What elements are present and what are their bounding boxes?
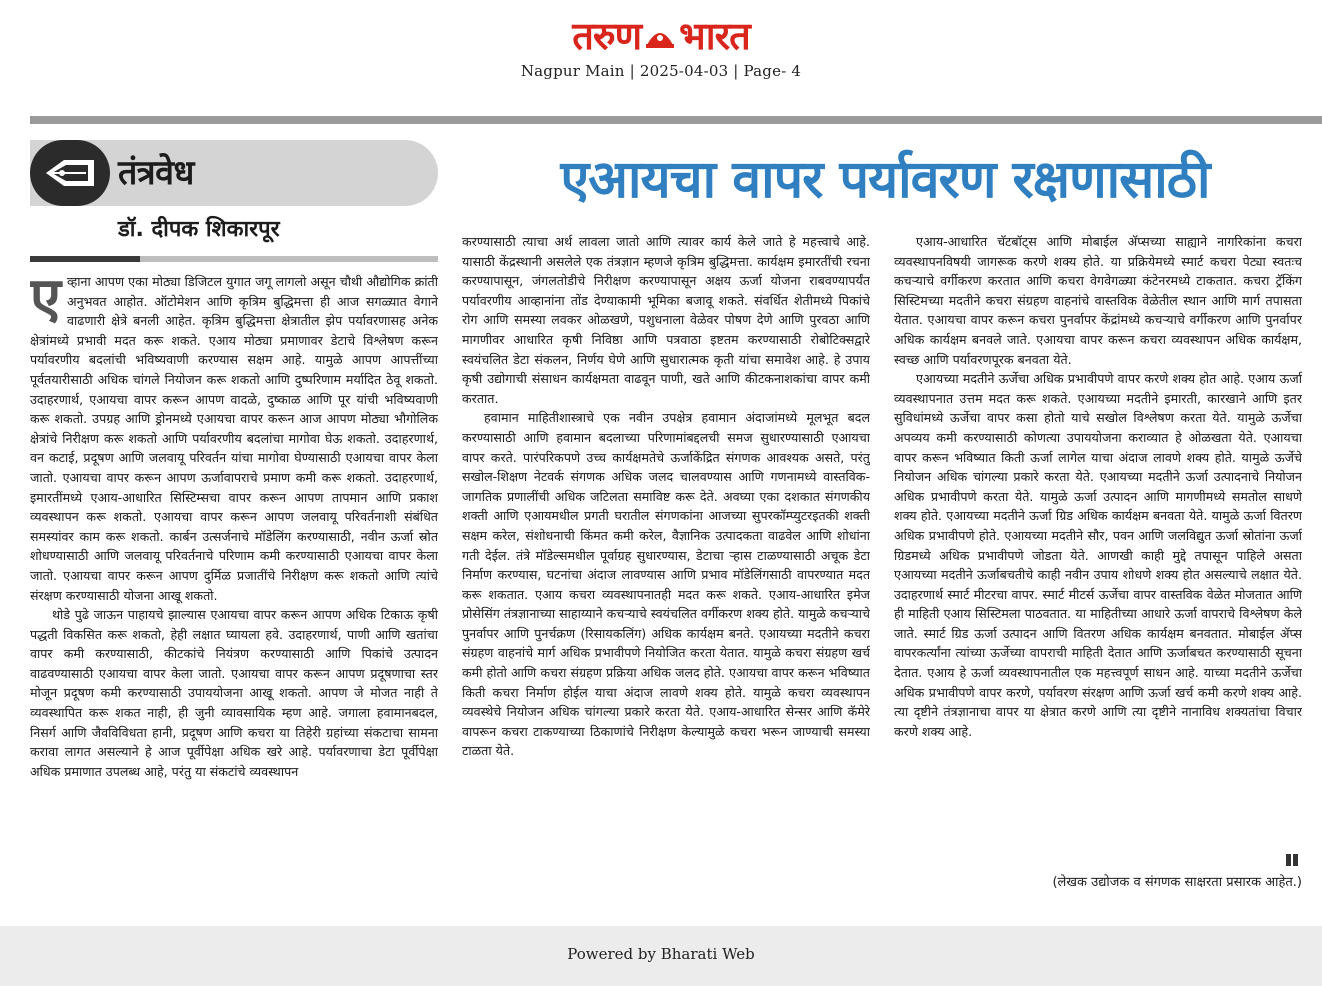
article-column-3 bbox=[894, 232, 1302, 844]
author-name: डॉ. दीपक शिकारपूर bbox=[118, 217, 280, 242]
newspaper-logo[interactable] bbox=[572, 14, 750, 58]
logo-text-left: तरुण bbox=[572, 14, 642, 58]
logo-emblem-icon bbox=[645, 23, 675, 49]
paragraph: थोडे पुढे जाऊन पाहायचे झाल्यास एआयचा वापर करून आपण अधिक टिकाऊ कृषी पद्धती विकसित करू शकतो, हेही लक्षात घ्यायला हवे. उदाहरणार्थ, पाणी आणि खतांचा वापर कमी करण्यासाठी, कीटकांचे नियंत्रण करण्यासाठी आणि पिकांचे उत्पादन वाढवण्यासाठी एआयचा वापर केला जातो. एआयचा वापर करून आपण प्रदूषणाचा स्तर मोजून प्रदूषण कमी करण्यासाठी उपाययोजना आखू शकतो. आपण जे मोजत नाही ते व्यवस्थापित करू शकत नाही, ही जुनी व्यावसायिक म्हण आहे. जगाला हवामानबदल, निसर्ग आणि जैवविविधता हानी, प्रदूषण आणि कचरा या तिहेरी ग्रहांच्या संकटाचा सामना करावा लागत असल्याने हे आज पूर्वीपेक्षा अधिक खरे आहे. पर्यावरणाचा डेटा पूर्वीपेक्षा अधिक प्रमाणात उपलब्ध आहे, परंतु या संकटांचे व्यवस्थापन bbox=[30, 607, 438, 779]
paragraph: करण्यासाठी त्याचा अर्थ लावला जातो आणि त्यावर कार्य केले जाते हे महत्त्वाचे आहे. यासाठी केंद्रस्थानी असलेले एक तंत्रज्ञान म्हणजे कृत्रिम बुद्धिमत्ता. कार्यक्षम इमारतींची रचना करण्यापासून, जंगलतोडीचे निरीक्षण करण्यापासून अक्षय ऊर्जा योजना राबवण्यापर्यंत पर्यावरणीय आव्हानांना तोंड देण्याकामी भूमिका बजावू शकते. संवर्धित शेतीमध्ये पिकांचे रोग आणि समस्या लवकर ओळखणे, पशुधनाला वेळेवर पोषण देणे आणि पुरवठा आणि मागणीवर आधारित कृषी निविष्ठा आणि पत्रवाठा इष्टतम करण्यासाठी रोबोटिक्सद्वारे स्वयंचलित डेटा संकलन, निर्णय घेणे आणि सुधारात्मक कृती यांचा समावेश आहे. हे उपाय कृषी उद्योगाची संसाधन कार्यक्षमता वाढवून पाणी, खते आणि कीटकनाशकांचा वापर कमी करतात. bbox=[462, 234, 870, 406]
article-column-1 bbox=[30, 272, 438, 892]
powered-by-link[interactable]: Powered by Bharati Web bbox=[567, 945, 755, 963]
article-column-2 bbox=[462, 232, 870, 892]
paragraph: हवामान माहितीशास्त्राचे एक नवीन उपक्षेत्र हवामान अंदाजांमध्ये मूलभूत बदल करण्यासाठी आणि हवामान बदलाच्या परिणामांबद्दलची समज सुधारण्यासाठी एआयचा वापर करते. पारंपरिकपणे उच्च कार्यक्षमतेचे ऊर्जाकेंद्रित संगणक आवश्यक असते, परंतु सखोल-शिक्षण नेटवर्क संगणक अधिक जलद चालवण्यास आणि गणनामध्ये वास्तविक-जागतिक प्रणालींची अधिक जटिलता समाविष्ट करू देते. अवघ्या एका दशकात संगणकीय शक्ती आणि एआयमधील प्रगती घरातील संगणकांना आजच्या सुपरकॉम्प्युटरइतकी शक्ती सक्षम करेल, संशोधनाची किंमत कमी करेल, वैज्ञानिक उत्पादकता वाढवेल आणि शोधांना गती देईल. तंत्रे मॉडेल्समधील पूर्वाग्रह सुधारण्यास, डेटाचा ऱ्हास टाळण्यासाठी अचूक डेटा निर्माण करण्यास, घटनांचा अंदाज लावण्यास आणि प्रभाव मॉडेलिंगसाठी वापरण्यात मदत करू शकतात. एआय कचरा व्यवस्थापनातही मदत करू शकते. एआय-आधारित इमेज प्रोसेसिंग तंत्रज्ञानाच्या साहाय्याने कचऱ्याचे स्वयंचलित वर्गीकरण शक्य होते. यामुळे कचऱ्याचे पुनर्वापर आणि पुनर्चक्रण (रिसायकलिंग) अधिक कार्यक्षम बनते. एआयच्या मदतीने कचरा संग्रहण वाहनांचे मार्ग अधिक प्रभावीपणे नियोजित करता येतात. यामुळे कचरा संग्रहण खर्च कमी होतो आणि कचरा संग्रहण प्रक्रिया अधिक जलद होते. एआयचा वापर करून भविष्यात किती कचरा निर्माण होईल याचा अंदाज लावणे शक्य होते. यामुळे कचरा व्यवस्थापन व्यवस्थेचे नियोजन अधिक चांगल्या प्रकारे करता येते. एआय-आधारित सेन्सर आणि कॅमेरे वापरून कचरा टाकण्याच्या ठिकाणांचे निरीक्षण केल्यामुळे कचरा भरून जाण्याची समस्या टाळता येते. bbox=[462, 410, 870, 759]
paragraph: व्हाना आपण एका मोठ्या डिजिटल युगात जगू लागलो असून चौथी औद्योगिक क्रांती अनुभवत आहोत. ऑटोमेशन आणि कृत्रिम बुद्धिमत्ता ही आज सगळ्यात वेगाने वाढणारी क्षेत्रे बनली आहेत. कृत्रिम बुद्धिमत्ता क्षेत्रातील झेप पर्यावरणासह अनेक क्षेत्रांमध्ये प्रभावी मदत करू शकते. एआय मोठ्या प्रमाणावर डेटाचे विश्लेषण करून पर्यावरणीय बदलांची भविष्यवाणी करण्यास सक्षम आहे. यामुळे आपण आपत्तींच्या पूर्वतयारीसाठी अधिक चांगले नियोजन करू शकतो आणि दुष्परिणाम मर्यादित ठेवू शकतो. उदाहरणार्थ, एआयचा वापर करून आपण वादळे, दुष्काळ आणि पूर यांची भविष्यवाणी करू शकतो. उपग्रह आणि ड्रोनमध्ये एआयचा वापर करून आज आपण मोठ्या भौगोलिक क्षेत्रांचे निरीक्षण करू शकतो आणि पर्यावरणीय बदलांचा मागोवा घेऊ शकतो. उदाहरणार्थ, वन कटाई, प्रदूषण आणि जलवायू परिवर्तन यांचा मागोवा घेण्यासाठी एआयचा वापर केला जातो. एआयचा वापर करून आपण ऊर्जावापराचे प्रमाण कमी करू शकतो. उदाहरणार्थ, इमारतींमध्ये एआय-आधारित सिस्टिम्सचा वापर करून आपण तापमान आणि प्रकाश व्यवस्थापन करू शकतो. एआयचा वापर करून आपण जलवायू परिवर्तनाशी संबंधित समस्यांवर काम करू शकतो. कार्बन उत्सर्जनाचे मॉडेलिंग करण्यासाठी, नवीन ऊर्जा स्रोत शोधण्यासाठी आणि जलवायू परिवर्तनाचे परिणाम कमी करण्यासाठी एआयचा वापर केला जातो. एआयचा वापर करून आपण दुर्मिळ प्रजातींचे निरीक्षण करू शकतो आणि त्यांचे संरक्षण करण्यासाठी योजना आखू शकतो. bbox=[30, 274, 438, 603]
top-divider bbox=[30, 116, 1322, 124]
author-divider bbox=[30, 256, 438, 262]
logo-text-right: भारत bbox=[679, 14, 750, 58]
paragraph: एआयच्या मदतीने ऊर्जेचा अधिक प्रभावीपणे वापर करणे शक्य होत आहे. एआय ऊर्जा व्यवस्थापनात उत्तम मदत करू शकते. एआयच्या मदतीने इमारती, कारखाने आणि इतर सुविधांमध्ये ऊर्जेचा वापर कसा होतो याचे सखोल विश्लेषण करता येते. यामुळे ऊर्जेचा अपव्यय कमी करण्यासाठी कोणत्या उपाययोजना कराव्यात हे ओळखता येते. एआयचा वापर करून भविष्यात किती ऊर्जा लागेल याचा अंदाज लावणे शक्य होते. यामुळे ऊर्जेचे नियोजन अधिक चांगल्या प्रकारे करता येते. एआयच्या मदतीने ऊर्जा उत्पादनाचे नियोजन अधिक प्रभावीपणे करता येते. यामुळे ऊर्जा उत्पादन आणि मागणीमध्ये समतोल साधणे शक्य होते. एआयच्या मदतीने ऊर्जा ग्रिड अधिक कार्यक्षम बनवता येते. यामुळे ऊर्जा वितरण अधिक प्रभावीपणे होते. एआयच्या मदतीने सौर, पवन आणि जलविद्युत ऊर्जा स्रोतांना ऊर्जा ग्रिडमध्ये अधिक प्रभावीपणे जोडता येते. आणखी काही मुद्दे तपासून पाहिले असता एआयच्या मदतीने ऊर्जाबचतीचे काही नवीन उपाय शोधणे शक्य होत असल्याचे लक्षात येते. उदाहरणार्थ स्मार्ट मीटरचा वापर. स्मार्ट मीटर्स ऊर्जेचा वापर वास्तविक वेळेत मोजतात आणि ही माहिती एआय सिस्टिमला पाठवतात. या माहितीच्या आधारे ऊर्जा वापराचे विश्लेषण केले जाते. स्मार्ट ग्रिड ऊर्जा उत्पादन आणि वितरण अधिक कार्यक्षम बनवतात. मोबाईल ॲप्स वापरकर्त्यांना त्यांच्या ऊर्जेच्या वापराची माहिती देतात आणि ऊर्जाबचत करण्यासाठी सूचना देतात. एआय हे ऊर्जा व्यवस्थापनातील एक महत्त्वपूर्ण साधन आहे. याच्या मदतीने ऊर्जेचा अधिक प्रभावीपणे वापर करणे, पर्यावरण संरक्षण आणि ऊर्जा खर्च कमी करणे शक्य आहे. त्या दृष्टीने तंत्रज्ञानाचा वापर या क्षेत्रात करणे आणि त्या दृष्टीने नानाविध शक्यतांचा विचार करणे शक्य आहे. bbox=[894, 371, 1302, 739]
article-headline: एआयचा वापर पर्यावरण रक्षणासाठी bbox=[560, 150, 1210, 210]
pen-nib-icon bbox=[30, 140, 110, 206]
edition-info: Nagpur Main | 2025-04-03 | Page- 4 bbox=[520, 62, 802, 80]
paragraph: एआय-आधारित चॅटबॉट्स आणि मोबाईल ॲप्सच्या साह्याने नागरिकांना कचरा व्यवस्थापनविषयी जागरूक करणे शक्य होते. या प्रक्रियेमध्ये स्मार्ट कचरा पेट्या स्वतःच कचऱ्याचे वर्गीकरण करतात आणि कचरा वेगवेगळ्या कंटेनरमध्ये टाकतात. कचरा ट्रॅकिंग सिस्टिमच्या मदतीने कचरा संग्रहण वाहनांचे वास्तविक वेळेतील स्थान आणि मार्ग तपासता येतात. एआयचा वापर करून कचरा पुनर्वापर केंद्रांमध्ये कचऱ्याचे वर्गीकरण आणि पुनर्वापर अधिक कार्यक्षम बनवले जाते. एआयचा वापर करून कचरा व्यवस्थापन अधिक कार्यक्षम, स्वच्छ आणि पर्यावरणपूरक बनवता येते. bbox=[894, 234, 1302, 367]
drop-cap: ए bbox=[30, 272, 61, 331]
footer bbox=[0, 926, 1322, 986]
end-mark-icon bbox=[1286, 851, 1300, 863]
author-footnote: (लेखक उद्योजक व संगणक साक्षरता प्रसारक आहेत.) bbox=[1052, 875, 1302, 890]
column-name: तंत्रवेध bbox=[118, 153, 194, 193]
masthead bbox=[0, 14, 1322, 80]
